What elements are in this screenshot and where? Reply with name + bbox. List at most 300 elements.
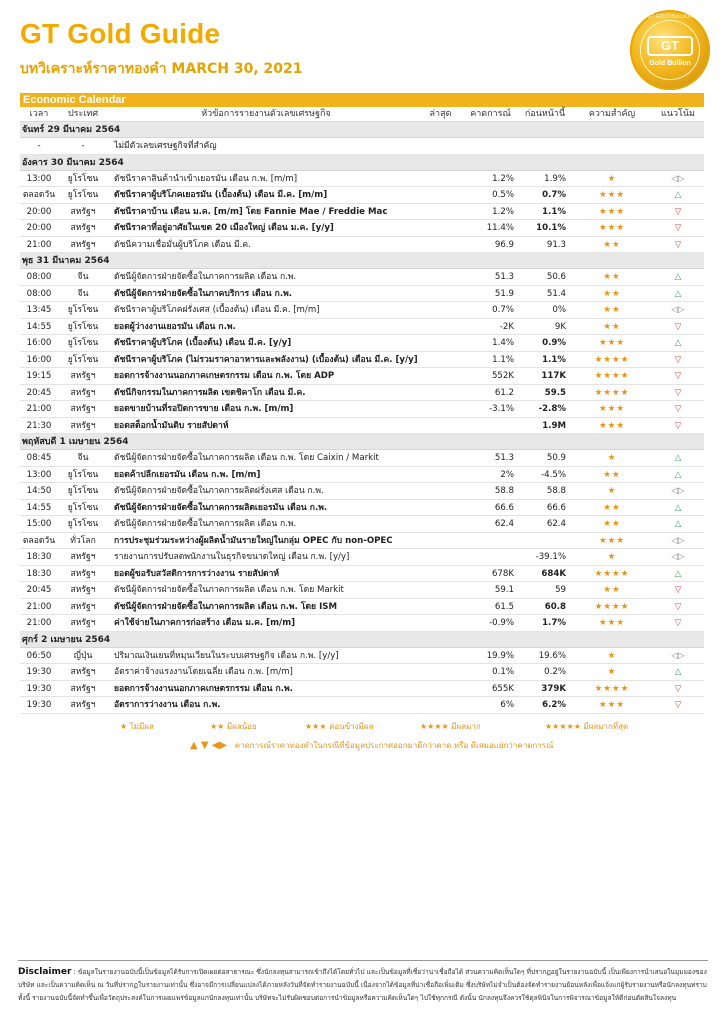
row-event: ดัชนีกิจกรรมในภาคการผลิต เขตชิคาโก เดือน มี.ค. [114,387,306,398]
row-importance-stars: ★★★ [598,420,626,431]
col-importance: ความสำคัญ [588,109,636,119]
row-actual [418,599,463,615]
row-trend-icon: ◁▷ [671,486,685,496]
row-time: 21:00 [26,404,52,414]
row-country: จีน [77,453,89,463]
table-row [20,171,704,188]
row-importance-stars: ★★ [603,469,621,480]
table-row [20,286,704,303]
day-header: จันทร์ 29 มีนาคม 2564 [20,122,704,138]
trend-arrows-icon: ▲ ▼ ◀▶ [190,740,228,751]
row-trend-icon: △ [674,519,682,529]
row-importance-stars: ★★ [603,305,621,315]
row-previous: 1.9M [542,420,566,431]
row-importance-stars [572,138,652,154]
row-actual [418,483,463,499]
row-previous: 1.1% [542,206,566,217]
row-trend-icon: △ [674,469,682,480]
table-row [20,368,704,385]
row-actual [418,681,463,697]
row-forecast [463,533,518,549]
row-country: ยูโรโซน [67,338,99,348]
row-importance-stars: ★★★ [598,700,626,710]
row-country: ยูโรโซน [67,321,99,332]
row-importance-stars: ★★ [603,321,621,332]
table-row [20,549,704,566]
row-previous: 1.9% [544,173,566,184]
table-row [20,500,704,517]
row-previous: 59 [555,585,566,595]
row-time: ตลอดวัน [22,535,56,546]
row-trend-icon: ▽ [674,618,682,628]
row-event: การประชุมร่วมระหว่างผู้ผลิตน้ำมันรายใหญ่ในกลุ่ม OPEC กับ non-OPEC [114,535,393,546]
row-country: ยูโรโซน [67,469,99,480]
legend-text-3: ค่อนข้างมีผล [329,722,374,731]
row-trend-icon: ◁▷ [671,650,685,661]
row-country: สหรัฐฯ [70,568,96,579]
row-event: ดัชนีราคาผู้บริโภค (เบื้องต้น) เดือน มี.ค. [y/y] [114,338,292,348]
row-importance-stars: ★★★★ [594,354,630,365]
row-forecast: 0.5% [492,190,514,200]
row-importance-stars: ★★★★ [594,568,630,579]
row-trend-icon: △ [674,568,682,579]
row-importance-stars: ★ [607,667,617,677]
row-country: สหรัฐฯ [70,601,96,612]
col-event: หัวข้อการรายงานตัวเลขเศรษฐกิจ [201,109,331,119]
row-previous [518,138,572,154]
row-event: ยอดสต็อกน้ำมันดิบ รายสัปดาห์ [114,420,229,431]
table-row [20,533,704,550]
row-actual [418,697,463,713]
row-importance-stars: ★★★ [598,223,626,233]
row-previous: 9K [554,321,566,332]
row-trend-icon: △ [674,338,682,348]
row-previous: 1.1% [542,354,566,365]
calendar-title: Economic Calendar [20,93,704,107]
row-country: ยูโรโซน [67,173,99,184]
row-previous [518,533,572,549]
calendar-body [20,122,704,714]
row-actual [418,467,463,483]
row-event: ดัชนีผู้จัดการฝ่ายจัดซื้อในภาคการผลิต เดือน ก.พ. [114,272,297,282]
table-row [20,483,704,500]
row-importance-stars: ★★★★ [594,387,630,398]
row-forecast [463,138,518,154]
row-forecast: 66.6 [494,502,514,513]
legend-text-1: ไม่มีผล [129,722,154,731]
row-event: ดัชนีราคาผู้บริโภคเยอรมัน (เบื้องต้น) เดือน มี.ค. [m/m] [114,190,328,200]
logo-name: Gold Bullion [649,60,691,67]
row-previous: 6.2% [542,700,566,710]
row-actual [418,615,463,631]
row-forecast: 655K [491,683,514,694]
row-importance-stars: ★★★ [598,618,626,628]
row-trend-icon [652,138,704,154]
row-trend-icon: ▽ [674,601,682,612]
row-actual [418,302,463,318]
row-time: ตลอดวัน [22,190,56,200]
row-country: จีน [77,272,89,282]
row-country: สหรัฐฯ [70,552,96,562]
row-forecast: 0.1% [492,667,514,677]
row-actual [418,220,463,236]
report-subtitle: บทวิเคราะห์ราคาทองคำ MARCH 30, 2021 [20,61,303,77]
row-trend-icon: ▽ [674,223,682,233]
row-forecast: 11.4% [486,223,514,233]
row-event: ดัชนีราคาที่อยู่อาศัยในเขต 20 เมืองใหญ่ เดือน ม.ค. [y/y] [114,223,334,233]
row-event: ปริมาณเงินเยนที่หมุนเวียนในระบบเศรษฐกิจ เดือน ก.พ. [y/y] [114,650,339,661]
table-row [20,697,704,714]
disclaimer [18,960,708,1005]
row-time: 08:00 [26,288,52,299]
row-event: ดัชนีผู้จัดการฝ่ายจัดซื้อในภาคการผลิตเยอรมัน เดือน ก.พ. [114,502,328,513]
row-country: สหรัฐฯ [70,618,96,628]
row-trend-icon: ▽ [674,239,682,250]
row-forecast [463,549,518,565]
table-row [20,187,704,204]
row-time: 21:00 [26,239,52,250]
row-forecast: 6% [500,700,514,710]
row-previous: 10.1% [536,223,566,233]
row-actual [418,269,463,285]
disclaimer-label: Disclaimer [18,967,72,977]
gt-gold-bullion-logo [630,10,710,90]
row-importance-stars: ★★ [603,288,621,299]
row-event: ดัชนีราคาผู้บริโภค (ไม่รวมราคาอาหารและพลังงาน) (เบื้องต้น) เดือน มี.ค. [y/y] [114,354,418,365]
legend-stars-1: ★ [120,722,128,731]
row-country: สหรัฐฯ [70,683,96,694]
row-actual [418,533,463,549]
row-country: สหรัฐฯ [70,223,96,233]
row-actual [418,286,463,302]
row-event: ยอดการจ้างงานนอกภาคเกษตรกรรม เดือน ก.พ. [114,683,293,694]
row-importance-stars: ★★★★ [594,601,630,612]
row-importance-stars: ★★ [603,239,621,250]
row-actual [418,237,463,253]
row-trend-icon: ◁▷ [671,173,685,184]
row-time: 16:00 [26,354,52,365]
row-time: 21:30 [26,420,52,431]
row-country: สหรัฐฯ [70,700,96,710]
row-country: ยูโรโซน [67,354,99,365]
row-event: อัตราค่าจ้างแรงงานโดยเฉลี่ย เดือน ก.พ. [m/m] [114,667,293,677]
row-importance-stars: ★ [607,650,617,661]
row-trend-icon: ▽ [674,683,682,694]
row-trend-icon: ▽ [674,321,682,332]
table-row [20,401,704,418]
table-row [20,138,704,155]
table-row [20,302,704,319]
row-event: ดัชนีผู้จัดการฝ่ายจัดซื้อในภาคบริการ เดือน ก.พ. [114,288,293,299]
row-forecast: 59.1 [494,585,514,595]
col-trend: แนวโน้ม [661,109,695,119]
row-time: 19:30 [26,700,52,710]
row-country: สหรัฐฯ [70,667,96,677]
row-event: อัตราการว่างงาน เดือน ก.พ. [114,700,221,710]
day-header: พุธ 31 มีนาคม 2564 [20,253,704,269]
row-previous: -4.5% [541,469,566,480]
row-event: ยอดค้าปลีกเยอรมัน เดือน ก.พ. [m/m] [114,469,261,480]
row-country: ยูโรโซน [67,486,99,496]
report-title: GT Gold Guide [20,18,221,49]
row-importance-stars: ★ [607,173,617,184]
day-header: อังคาร 30 มีนาคม 2564 [20,155,704,171]
table-row [20,648,704,665]
row-event: ไม่มีตัวเลขเศรษฐกิจที่สำคัญ [114,141,217,151]
row-actual [418,352,463,368]
row-trend-icon: △ [674,502,682,513]
row-forecast: -0.9% [489,618,514,628]
row-trend-icon: ◁▷ [671,305,685,315]
row-actual [418,418,463,434]
row-previous: 58.8 [546,486,566,496]
row-forecast: 1.2% [492,173,514,184]
table-row [20,450,704,467]
row-forecast [463,418,518,434]
row-country: สหรัฐฯ [70,404,96,414]
row-country: - [81,141,85,151]
row-time: 19:30 [26,667,52,677]
row-trend-icon: ▽ [674,354,682,365]
row-event: ดัชนีผู้จัดการฝ่ายจัดซื้อในภาคการผลิต เดือน ก.พ. โดย ISM [114,601,338,612]
row-previous: 91.3 [546,239,566,250]
logo-ring-text: GT GOLD BULLION [647,14,693,20]
legend-stars-2: ★★ [210,722,225,731]
row-country: ยูโรโซน [67,502,99,513]
row-forecast: 0.7% [492,305,514,315]
row-actual [418,319,463,335]
row-time: 18:30 [26,568,52,579]
row-time: 19:30 [26,683,52,694]
row-country: สหรัฐฯ [70,585,96,595]
row-event: ยอดขายบ้านที่รอปิดการขาย เดือน ก.พ. [m/m] [114,404,294,414]
row-forecast: 62.4 [494,519,514,529]
row-forecast: 51.9 [494,288,514,299]
row-forecast: 51.3 [494,272,514,282]
row-importance-stars: ★★ [603,502,621,513]
row-importance-stars: ★★★ [598,190,626,200]
table-row [20,220,704,237]
row-previous: 117K [541,371,566,381]
row-time: 20:45 [26,585,52,595]
row-country: ญี่ปุ่น [73,650,93,661]
row-time: 19:15 [26,371,52,381]
row-forecast: 51.3 [494,453,514,463]
row-forecast: 19.9% [486,650,514,661]
row-previous: -2.8% [538,404,566,414]
row-time: 18:30 [26,552,52,562]
row-time: 13:00 [26,173,52,184]
table-row [20,516,704,533]
row-actual [418,204,463,220]
table-row [20,269,704,286]
row-importance-stars: ★ [607,552,617,562]
trend-legend [190,739,553,752]
row-forecast: 678K [491,568,514,579]
row-event: ยอดผู้ว่างงานเยอรมัน เดือน ก.พ. [114,321,236,332]
table-row [20,681,704,698]
table-row [20,467,704,484]
row-previous: 50.6 [546,272,566,282]
row-forecast: 58.8 [494,486,514,496]
col-actual: ล่าสุด [429,109,452,119]
row-previous: 0.9% [542,338,566,348]
row-trend-icon: △ [674,288,682,299]
row-previous: 0.7% [542,190,566,200]
row-time: - [37,141,41,151]
legend-text-5: มีผลมากที่สุด [583,722,629,731]
row-event: ดัชนีราคาสินค้านำเข้าเยอรมัน เดือน ก.พ. [m/m] [114,173,298,184]
row-country: จีน [77,288,89,299]
row-trend-icon: ▽ [674,404,682,414]
row-previous: 66.6 [546,502,566,513]
row-trend-icon: ▽ [674,700,682,710]
row-importance-stars: ★ [607,486,617,496]
calendar-column-headers [20,107,704,122]
row-actual [418,138,463,154]
row-time: 08:00 [26,272,52,282]
day-header: พฤหัสบดี 1 เมษายน 2564 [20,434,704,450]
row-forecast: 552K [491,371,514,381]
col-country: ประเทศ [67,109,99,119]
row-time: 14:50 [26,486,52,496]
row-trend-icon: ◁▷ [671,535,685,546]
row-actual [418,549,463,565]
table-row [20,582,704,599]
row-actual [418,401,463,417]
row-trend-icon: ▽ [674,585,682,595]
row-trend-icon: ▽ [674,420,682,431]
table-row [20,204,704,221]
row-importance-stars: ★★★★ [594,683,630,694]
row-trend-icon: △ [674,667,682,677]
row-importance-stars: ★ [607,453,617,463]
day-header: ศุกร์ 2 เมษายน 2564 [20,632,704,648]
row-time: 21:00 [26,618,52,628]
row-event: ดัชนีราคาบ้าน เดือน ม.ค. [m/m] โดย Fannie Mae / Freddie Mac [114,206,388,217]
row-importance-stars: ★★★ [598,338,626,348]
row-actual [418,450,463,466]
row-forecast: -3.1% [489,404,514,414]
table-row [20,599,704,616]
row-country: ทั่วโลก [70,535,96,546]
row-previous: 0.2% [544,667,566,677]
row-time: 14:55 [26,321,52,332]
row-event: ดัชนีผู้จัดการฝ่ายจัดซื้อในภาคการผลิต เดือน ก.พ. โดย Markit [114,585,344,595]
row-actual [418,566,463,582]
row-event: ดัชนีความเชื่อมั่นผู้บริโภค เดือน มี.ค. [114,239,251,250]
row-event: ดัชนีผู้จัดการฝ่ายจัดซื้อในภาคการผลิต เดือน ก.พ. โดย Caixin / Markit [114,453,379,463]
row-time: 20:00 [26,223,52,233]
table-row [20,335,704,352]
row-previous: 684K [541,568,566,579]
row-time: 13:45 [26,305,52,315]
row-forecast: 61.5 [494,601,514,612]
table-row [20,385,704,402]
col-forecast: คาดการณ์ [470,109,511,119]
row-previous: 19.6% [538,650,566,661]
row-actual [418,500,463,516]
row-event: ยอดการจ้างงานนอกภาคเกษตรกรรม เดือน ก.พ. โดย ADP [114,371,335,381]
row-time: 20:45 [26,387,52,398]
legend-text-2: มีผลน้อย [226,722,257,731]
row-time: 16:00 [26,338,52,348]
row-event: ค่าใช้จ่ายในภาคการก่อสร้าง เดือน ม.ค. [m/m] [114,618,296,628]
legend-text-4: มีผลมาก [451,722,481,731]
row-actual [418,516,463,532]
row-trend-icon: ◁▷ [671,552,685,562]
row-importance-stars: ★★★ [598,404,626,414]
row-country: สหรัฐฯ [70,387,96,398]
row-trend-icon: △ [674,190,682,200]
row-trend-icon: ▽ [674,387,682,398]
row-trend-icon: ▽ [674,206,682,217]
row-forecast: 96.9 [494,239,514,250]
row-previous: 0% [552,305,566,315]
row-time: 15:00 [26,519,52,529]
row-previous: 62.4 [546,519,566,529]
economic-calendar [20,93,704,714]
col-previous: ก่อนหน้านี้ [524,109,566,119]
table-row [20,664,704,681]
row-forecast: 1.4% [492,338,514,348]
row-time: 21:00 [26,601,52,612]
row-importance-stars: ★★ [603,519,621,529]
row-event: ดัชนีผู้จัดการฝ่ายจัดซื้อในภาคการผลิต เดือน ก.พ. [114,519,297,529]
row-country: สหรัฐฯ [70,420,96,431]
row-forecast: 2% [500,469,514,480]
row-country: สหรัฐฯ [70,206,96,217]
col-time: เวลา [29,109,49,119]
row-previous: 50.9 [546,453,566,463]
row-actual [418,187,463,203]
row-forecast: 1.1% [492,354,514,365]
table-row [20,418,704,435]
table-row [20,319,704,336]
row-time: 14:55 [26,502,52,513]
trend-legend-text: คาดการณ์ราคาทองคำในกรณีที่ข้อมูลประกาศออกมาดีกว่าคาด หรือ ดีเสมอแย่กว่าคาดการณ์ [234,741,554,750]
disclaimer-text: : ข้อมูลในรายงานฉบับนี้เป็นข้อมูลได้รับการเปิดเผยต่อสาธารณะ ซึ่งนักลงทุนสามารถเข้าถึงได้โดยทั่วไป และเป็นข้อมูลที่เชื่อว่าน่าเชื่อถือได้ ส่วนความคิดเห็นใดๆ ที่ปรากฏอยู่ในรายงานฉบับนี้ เป็นเพียงการนำเสนอในมุมมองของบริษัท และเป็นความคิดเห็น ณ วันที่ปรากฏในรายงานเท่านั้น ซึ่งอาจมีการเปลี่ยนแปลงได้ภายหลังวันที่จัดทำรายงานฉบับนี้ เนื่องจากได้ข้อมูลที่น่าเชื่อถือเพิ่มเติม ซึ่งบริษัทไม่จำเป็นต้องจัดทำรายงานย้อนหลังเพื่อแจ้งแก่ผู้รับรายงานหรือนักลงทุนทราบ ทั้งนี้ รายงานฉบับนี้จัดทำขึ้นเพื่อวัตถุประสงค์ในการเผยแพร่ข้อมูลแก่นักลงทุนเท่านั้น บริษัทจะไม่รับผิดชอบต่อการนำข้อมูลหรือความคิดเห็นใดๆ ไปใช้ทุกกรณี ดังนั้น นักลงทุนจึงควรใช้ดุลพินิจในการพิจารณาข้อมูลให้ดีก่อนตัดสินใจลงทุน [18,968,707,1002]
row-time: 08:45 [26,453,52,463]
table-row [20,615,704,632]
row-event: ดัชนีผู้จัดการฝ่ายจัดซื้อในภาคการผลิตฝรั่งเศส เดือน ก.พ. [114,486,324,496]
row-actual [418,385,463,401]
table-row [20,566,704,583]
table-row [20,352,704,369]
row-country: ยูโรโซน [67,305,99,315]
row-time: 13:00 [26,469,52,480]
row-actual [418,582,463,598]
row-importance-stars: ★★★★ [594,371,630,381]
table-row [20,237,704,254]
importance-legend [120,720,720,733]
row-trend-icon: △ [674,272,682,282]
row-event: รายงานการปรับลดพนักงานในธุรกิจขนาดใหญ่ เดือน ก.พ. [y/y] [114,552,350,562]
row-trend-icon: △ [674,453,682,463]
legend-stars-3: ★★★ [305,722,327,731]
row-actual [418,664,463,680]
row-event: ยอดผู้ขอรับสวัสดิการการว่างงาน รายสัปดาห์ [114,568,280,579]
row-country: สหรัฐฯ [70,239,96,250]
row-time: 06:50 [26,650,52,661]
row-previous: -39.1% [535,552,566,562]
row-previous: 51.4 [546,288,566,299]
row-importance-stars: ★★ [603,272,621,282]
row-actual [418,368,463,384]
row-previous: 1.7% [542,618,566,628]
row-actual [418,171,463,187]
legend-stars-4: ★★★★ [420,722,449,731]
